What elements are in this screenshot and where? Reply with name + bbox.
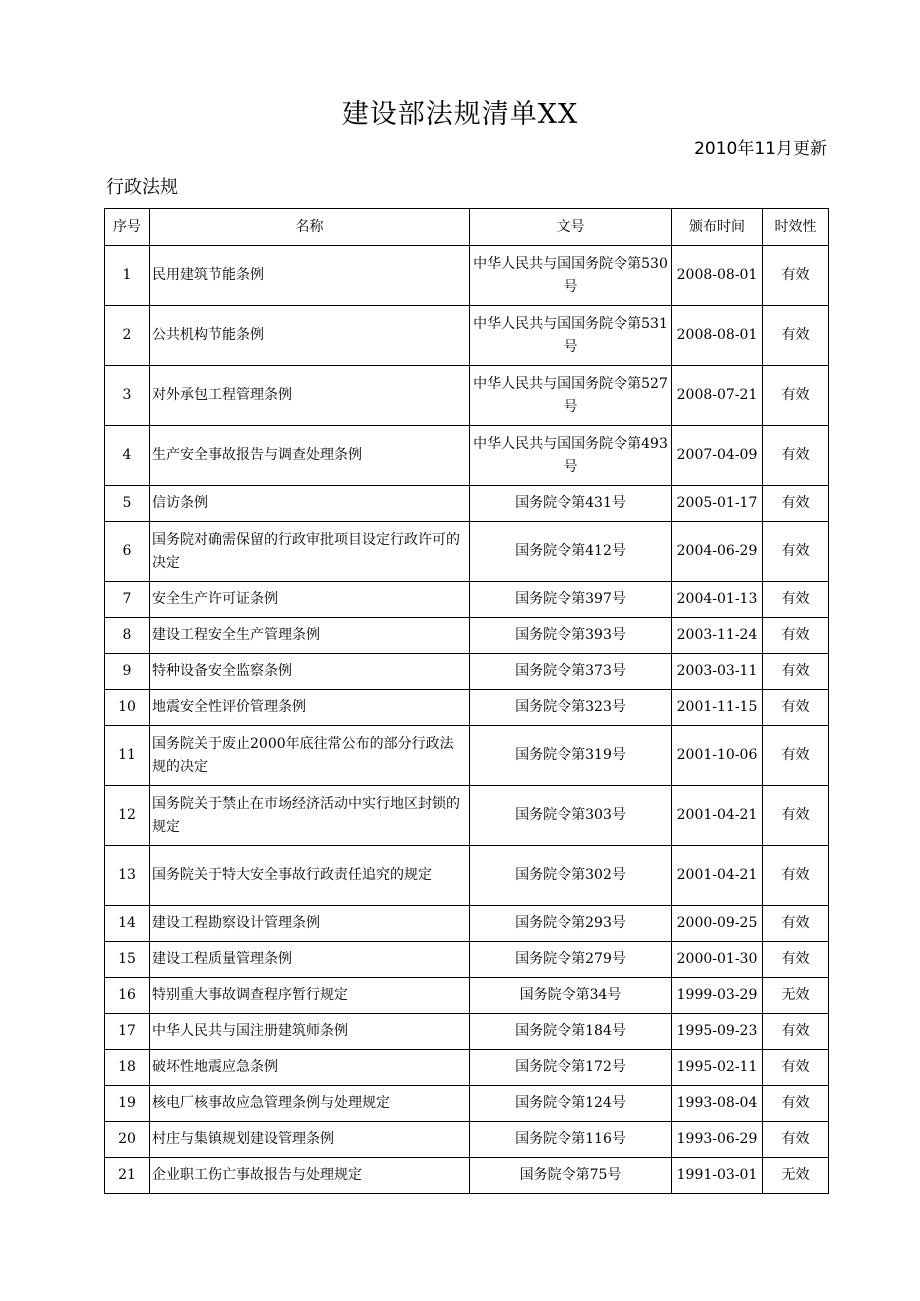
- cell-validity: 有效: [763, 522, 829, 582]
- cell-name: 地震安全性评价管理条例: [150, 690, 470, 726]
- table-row: [105, 366, 829, 426]
- cell-no: 6: [105, 522, 150, 582]
- cell-no: 4: [105, 426, 150, 486]
- cell-validity: 有效: [763, 366, 829, 426]
- table-row: [105, 1158, 829, 1194]
- cell-doc-number: 国务院令第303号: [470, 786, 672, 846]
- table-row: [105, 582, 829, 618]
- table-row: [105, 486, 829, 522]
- cell-doc-number: 国务院令第172号: [470, 1050, 672, 1086]
- cell-issue-date: 2004-01-13: [672, 582, 763, 618]
- table-row: [105, 522, 829, 582]
- regulations-table: [104, 208, 829, 1194]
- cell-name: 破坏性地震应急条例: [150, 1050, 470, 1086]
- cell-name: 村庄与集镇规划建设管理条例: [150, 1122, 470, 1158]
- cell-name: 特别重大事故调查程序暂行规定: [150, 978, 470, 1014]
- cell-name: 国务院对确需保留的行政审批项目设定行政许可的决定: [150, 522, 470, 582]
- cell-issue-date: 1993-06-29: [672, 1122, 763, 1158]
- cell-no: 7: [105, 582, 150, 618]
- cell-validity: 有效: [763, 246, 829, 306]
- cell-no: 11: [105, 726, 150, 786]
- cell-validity: 有效: [763, 1050, 829, 1086]
- cell-validity: 有效: [763, 786, 829, 846]
- cell-validity: 有效: [763, 654, 829, 690]
- cell-validity: 有效: [763, 846, 829, 906]
- cell-no: 15: [105, 942, 150, 978]
- cell-validity: 有效: [763, 690, 829, 726]
- cell-no: 3: [105, 366, 150, 426]
- cell-issue-date: 2001-10-06: [672, 726, 763, 786]
- cell-issue-date: 2007-04-09: [672, 426, 763, 486]
- table-row: [105, 1050, 829, 1086]
- table-row: [105, 306, 829, 366]
- cell-issue-date: 2008-08-01: [672, 246, 763, 306]
- cell-doc-number: 国务院令第373号: [470, 654, 672, 690]
- cell-no: 19: [105, 1086, 150, 1122]
- cell-issue-date: 1993-08-04: [672, 1086, 763, 1122]
- cell-doc-number: 中华人民共与国国务院令第531号: [470, 306, 672, 366]
- cell-validity: 无效: [763, 1158, 829, 1194]
- update-note: 2010年11月更新: [694, 139, 827, 159]
- cell-no: 18: [105, 1050, 150, 1086]
- table-row: [105, 654, 829, 690]
- cell-doc-number: 国务院令第397号: [470, 582, 672, 618]
- cell-issue-date: 2008-08-01: [672, 306, 763, 366]
- cell-issue-date: 2001-04-21: [672, 846, 763, 906]
- cell-doc-number: 国务院令第302号: [470, 846, 672, 906]
- cell-doc-number: 国务院令第319号: [470, 726, 672, 786]
- cell-no: 20: [105, 1122, 150, 1158]
- cell-validity: 无效: [763, 978, 829, 1014]
- cell-issue-date: 2000-01-30: [672, 942, 763, 978]
- header-issue-date: 颁布时间: [672, 209, 763, 246]
- cell-issue-date: 2004-06-29: [672, 522, 763, 582]
- cell-no: 12: [105, 786, 150, 846]
- cell-no: 16: [105, 978, 150, 1014]
- cell-doc-number: 中华人民共与国国务院令第530号: [470, 246, 672, 306]
- table-row: [105, 846, 829, 906]
- cell-issue-date: 1995-02-11: [672, 1050, 763, 1086]
- cell-doc-number: 国务院令第293号: [470, 906, 672, 942]
- cell-name: 国务院关于废止2000年底往常公布的部分行政法规的决定: [150, 726, 470, 786]
- cell-validity: 有效: [763, 1086, 829, 1122]
- cell-no: 5: [105, 486, 150, 522]
- cell-issue-date: 2003-03-11: [672, 654, 763, 690]
- cell-issue-date: 2000-09-25: [672, 906, 763, 942]
- cell-name: 建设工程勘察设计管理条例: [150, 906, 470, 942]
- cell-issue-date: 2005-01-17: [672, 486, 763, 522]
- cell-no: 8: [105, 618, 150, 654]
- cell-validity: 有效: [763, 942, 829, 978]
- cell-validity: 有效: [763, 618, 829, 654]
- cell-name: 特种设备安全监察条例: [150, 654, 470, 690]
- cell-no: 9: [105, 654, 150, 690]
- header-doc-number: 文号: [470, 209, 672, 246]
- cell-validity: 有效: [763, 582, 829, 618]
- cell-doc-number: 国务院令第124号: [470, 1086, 672, 1122]
- table-row: [105, 618, 829, 654]
- cell-issue-date: 2003-11-24: [672, 618, 763, 654]
- cell-no: 13: [105, 846, 150, 906]
- cell-issue-date: 1995-09-23: [672, 1014, 763, 1050]
- cell-validity: 有效: [763, 426, 829, 486]
- cell-issue-date: 1999-03-29: [672, 978, 763, 1014]
- cell-name: 国务院关于禁止在市场经济活动中实行地区封锁的规定: [150, 786, 470, 846]
- cell-name: 生产安全事故报告与调查处理条例: [150, 426, 470, 486]
- cell-validity: 有效: [763, 906, 829, 942]
- cell-name: 公共机构节能条例: [150, 306, 470, 366]
- cell-issue-date: 2001-11-15: [672, 690, 763, 726]
- cell-no: 1: [105, 246, 150, 306]
- cell-name: 企业职工伤亡事故报告与处理规定: [150, 1158, 470, 1194]
- cell-doc-number: 国务院令第279号: [470, 942, 672, 978]
- section-heading: 行政法规: [106, 177, 178, 198]
- cell-doc-number: 国务院令第412号: [470, 522, 672, 582]
- cell-no: 17: [105, 1014, 150, 1050]
- cell-doc-number: 国务院令第34号: [470, 978, 672, 1014]
- cell-doc-number: 中华人民共与国国务院令第493号: [470, 426, 672, 486]
- cell-issue-date: 1991-03-01: [672, 1158, 763, 1194]
- cell-validity: 有效: [763, 306, 829, 366]
- table-row: [105, 1122, 829, 1158]
- cell-issue-date: 2008-07-21: [672, 366, 763, 426]
- cell-no: 10: [105, 690, 150, 726]
- table-row: [105, 786, 829, 846]
- table-row: [105, 978, 829, 1014]
- cell-name: 建设工程安全生产管理条例: [150, 618, 470, 654]
- table-row: [105, 690, 829, 726]
- table-row: [105, 1086, 829, 1122]
- cell-name: 对外承包工程管理条例: [150, 366, 470, 426]
- cell-no: 14: [105, 906, 150, 942]
- table-row: [105, 726, 829, 786]
- cell-issue-date: 2001-04-21: [672, 786, 763, 846]
- cell-no: 21: [105, 1158, 150, 1194]
- table-header-row: [105, 209, 829, 246]
- cell-doc-number: 国务院令第393号: [470, 618, 672, 654]
- cell-validity: 有效: [763, 1122, 829, 1158]
- cell-name: 核电厂核事故应急管理条例与处理规定: [150, 1086, 470, 1122]
- cell-name: 安全生产许可证条例: [150, 582, 470, 618]
- cell-name: 信访条例: [150, 486, 470, 522]
- cell-doc-number: 国务院令第184号: [470, 1014, 672, 1050]
- cell-no: 2: [105, 306, 150, 366]
- cell-name: 建设工程质量管理条例: [150, 942, 470, 978]
- table-row: [105, 1014, 829, 1050]
- cell-name: 民用建筑节能条例: [150, 246, 470, 306]
- table-row: [105, 246, 829, 306]
- cell-doc-number: 中华人民共与国国务院令第527号: [470, 366, 672, 426]
- header-name: 名称: [150, 209, 470, 246]
- cell-name: 中华人民共与国注册建筑师条例: [150, 1014, 470, 1050]
- header-validity: 时效性: [763, 209, 829, 246]
- table-row: [105, 426, 829, 486]
- cell-doc-number: 国务院令第431号: [470, 486, 672, 522]
- page-title: 建设部法规清单XX: [341, 99, 579, 130]
- table-row: [105, 906, 829, 942]
- cell-validity: 有效: [763, 1014, 829, 1050]
- cell-doc-number: 国务院令第75号: [470, 1158, 672, 1194]
- cell-validity: 有效: [763, 486, 829, 522]
- header-no: 序号: [105, 209, 150, 246]
- cell-name: 国务院关于特大安全事故行政责任追究的规定: [150, 846, 470, 906]
- cell-validity: 有效: [763, 726, 829, 786]
- cell-doc-number: 国务院令第323号: [470, 690, 672, 726]
- table-row: [105, 942, 829, 978]
- cell-doc-number: 国务院令第116号: [470, 1122, 672, 1158]
